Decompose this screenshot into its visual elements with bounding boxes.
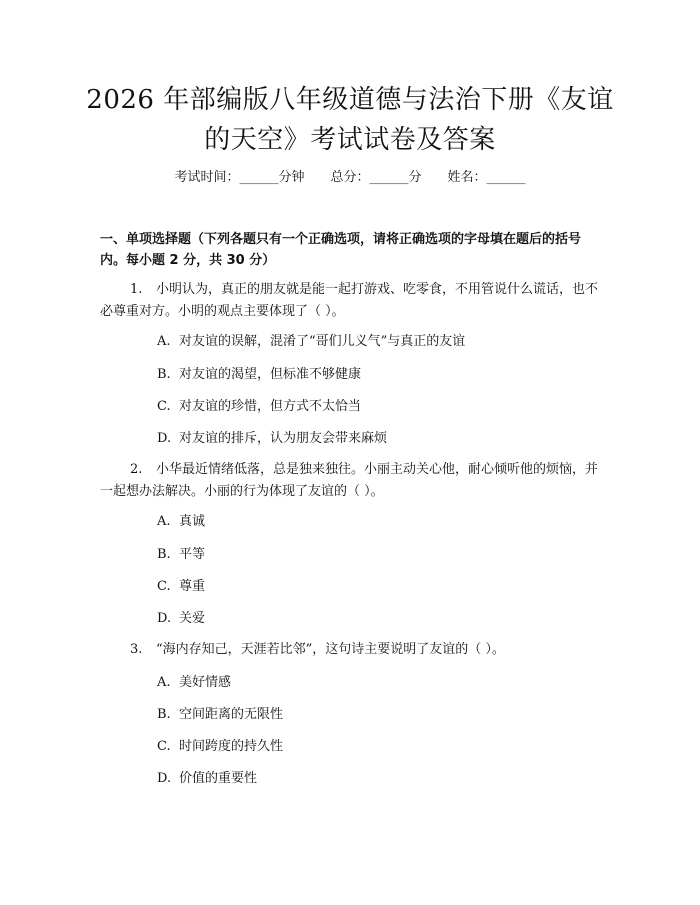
option-letter: A.: [157, 334, 171, 349]
option-letter: A.: [157, 675, 171, 690]
option-letter: D.: [157, 611, 172, 626]
question-1-option-b: [157, 366, 597, 384]
option-letter: C.: [157, 579, 171, 594]
question-text: “海内存知己，天涯若比邻”，这句诗主要说明了友谊的（ ）。: [156, 642, 505, 657]
option-letter: B.: [157, 367, 171, 382]
total-score-field: 总分：______分: [330, 170, 422, 185]
question-2-option-a: [157, 513, 597, 531]
option-text: 价值的重要性: [179, 771, 258, 786]
option-text: 对友谊的渴望，但标准不够健康: [179, 367, 362, 382]
question-3-option-b: [157, 706, 597, 724]
question-1-option-a: [157, 333, 597, 351]
option-text: 真诚: [179, 514, 206, 529]
option-text: 对友谊的误解，混淆了“哥们儿义气”与真正的友谊: [179, 334, 466, 349]
option-text: 关爱: [179, 611, 206, 626]
option-text: 美好情感: [179, 675, 232, 690]
question-number: 1.: [130, 282, 143, 297]
question-1-option-c: [157, 398, 597, 416]
question-text: 小华最近情绪低落，总是独来独往。小丽主动关心他，耐心倾听他的烦恼，并一起想办法解决。小丽的行为体现了友谊的（ ）。: [100, 462, 599, 499]
option-text: 对友谊的珍惜，但方式不太恰当: [179, 399, 362, 414]
option-text: 空间距离的无限性: [179, 707, 284, 722]
question-number: 3.: [130, 642, 143, 657]
option-text: 对友谊的排斥，认为朋友会带来麻烦: [179, 431, 388, 446]
section-heading: 一、单项选择题（下列各题只有一个正确选项，请将正确选项的字母填在题后的括号内。每小题 2 分，共 30 分）: [100, 232, 582, 268]
option-text: 平等: [179, 547, 206, 562]
question-text: 小明认为，真正的朋友就是能一起打游戏、吃零食，不用管说什么谎话，也不必尊重对方。小明的观点主要体现了（ ）。: [100, 282, 599, 319]
option-letter: B.: [157, 707, 171, 722]
student-name-field: 姓名：______: [447, 170, 526, 185]
question-2-option-d: [157, 610, 597, 628]
option-letter: B.: [157, 547, 171, 562]
question-3: [100, 639, 600, 661]
question-2: [100, 459, 600, 503]
option-text: 时间跨度的持久性: [179, 739, 284, 754]
question-1-option-d: [157, 430, 597, 448]
question-3-option-c: [157, 738, 597, 756]
exam-time-field: 考试时间：______分钟: [174, 170, 305, 185]
question-number: 2.: [130, 462, 143, 477]
title-line-1: 2026 年部编版八年级道德与法治下册《友谊: [86, 85, 614, 115]
option-letter: C.: [157, 399, 171, 414]
page-title: [60, 80, 640, 160]
option-text: 尊重: [179, 579, 206, 594]
option-letter: D.: [157, 431, 172, 446]
option-letter: C.: [157, 739, 171, 754]
question-1: [100, 279, 600, 323]
exam-meta: [0, 169, 700, 187]
option-letter: D.: [157, 771, 172, 786]
question-2-option-b: [157, 546, 597, 564]
question-3-option-a: [157, 674, 597, 692]
option-letter: A.: [157, 514, 171, 529]
question-3-option-d: [157, 770, 597, 788]
title-line-2: 的天空》考试试卷及答案: [204, 125, 496, 155]
question-2-option-c: [157, 578, 597, 596]
